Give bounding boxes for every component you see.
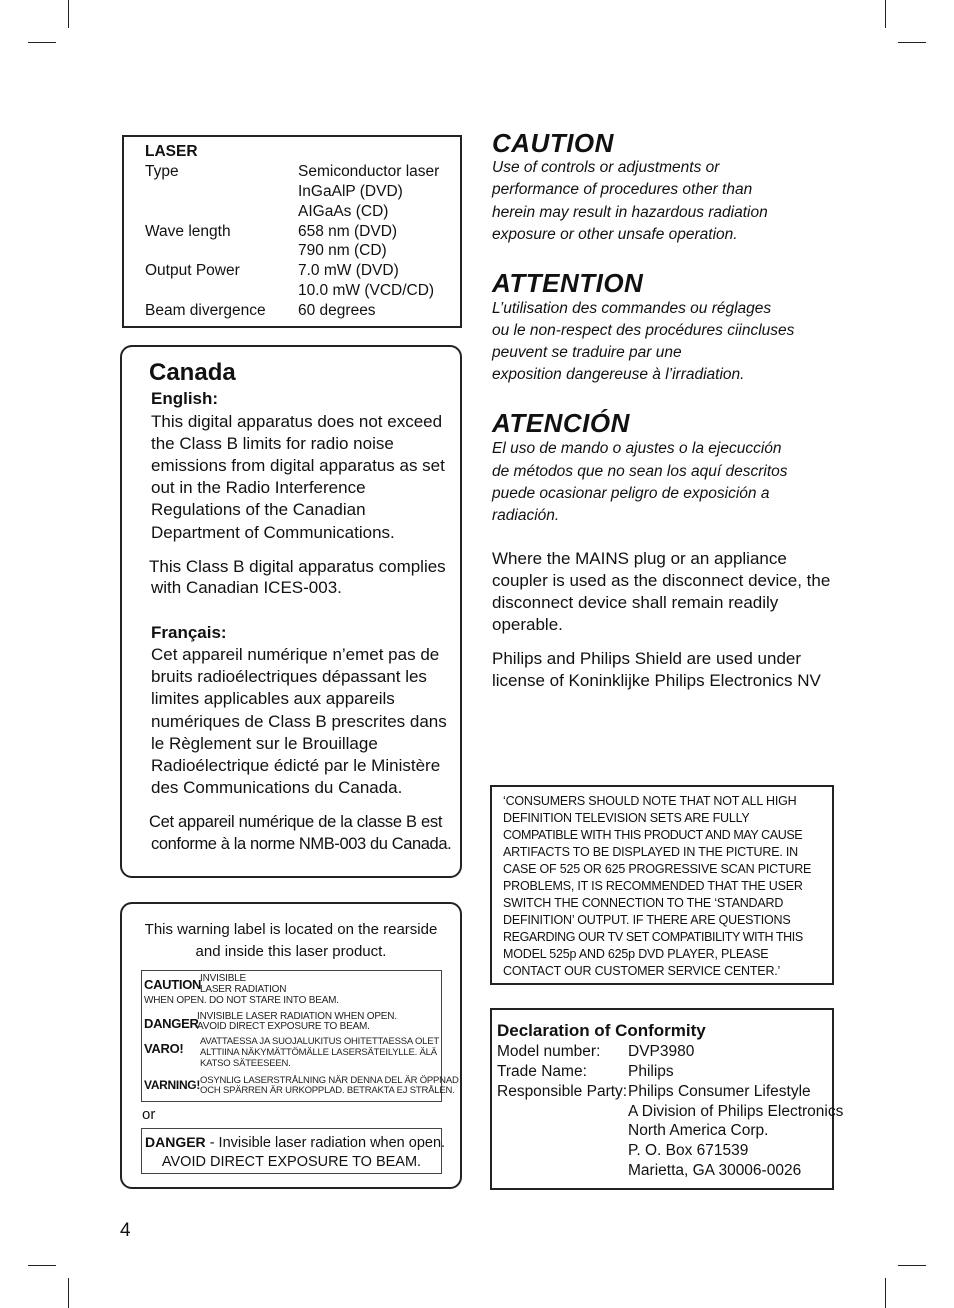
french-line: bruits radioélectriques dépassant les	[151, 667, 427, 686]
alt-warning-sticker	[141, 1128, 446, 1174]
french-line: Radioélectrique édicté par le Ministère	[151, 756, 441, 775]
french-line: des Communications du Canada.	[151, 778, 403, 797]
warning-intro-line: and inside this laser product.	[195, 943, 387, 960]
alt-danger-tag: DANGER	[145, 1134, 206, 1150]
license-line: license of Koninklijke Philips Electronics NV	[492, 671, 821, 690]
consumers-line: DEFINITION’ OUTPUT. IF THERE ARE QUESTIONS	[503, 913, 791, 927]
caution-line: herein may result in hazardous radiation	[492, 204, 768, 221]
varning-text: OSYNLIG LASERSTRÅLNING NÄR DENNA DEL ÄR ÖPPNAD	[200, 1075, 459, 1086]
declaration-value: DVP3980	[628, 1043, 695, 1060]
french-line: limites applicables aux appareils	[151, 689, 395, 708]
declaration-value: North America Corp.	[628, 1122, 769, 1139]
or-text: or	[142, 1106, 156, 1123]
declaration-label: Model number:	[497, 1043, 601, 1060]
crop-mark	[68, 0, 69, 28]
consumers-line: PROBLEMS, IT IS RECOMMENDED THAT THE USER	[503, 879, 803, 893]
laser-row-value: AIGaAs (CD)	[298, 203, 389, 220]
english-line: emissions from digital apparatus as set	[151, 456, 445, 475]
consumers-line: CONTACT OUR CUSTOMER SERVICE CENTER.’	[503, 964, 781, 978]
english-line: Regulations of the Canadian	[151, 500, 366, 519]
varo-text: AVATTAESSA JA SUOJALUKITUS OHITETTAESSA OLET	[200, 1036, 439, 1047]
varo-tag: VARO!	[144, 1041, 184, 1056]
mains-line: disconnect device shall remain readily	[492, 593, 779, 612]
laser-row-label: Type	[145, 163, 179, 180]
attention-line: peuvent se traduire par une	[492, 344, 682, 361]
nmb-line: conforme à la norme NMB-003 du Canada.	[151, 835, 452, 853]
alt-danger-text: - Invisible laser radiation when open.	[205, 1135, 446, 1151]
english-heading: English:	[151, 389, 219, 408]
mains-line: Where the MAINS plug or an appliance	[492, 549, 787, 568]
crop-mark	[898, 42, 926, 43]
danger-text: INVISIBLE LASER RADIATION WHEN OPEN.	[197, 1011, 397, 1022]
attention-heading: ATTENTION	[492, 268, 644, 298]
consumers-notice-box	[490, 785, 834, 985]
laser-row-value: 60 degrees	[298, 302, 376, 319]
canada-title: Canada	[149, 359, 236, 386]
declaration-title: Declaration of Conformity	[497, 1021, 706, 1040]
laser-row-value: 7.0 mW (DVD)	[298, 262, 399, 279]
consumers-line: ARTIFACTS TO BE DISPLAYED IN THE PICTURE. IN	[503, 845, 798, 859]
caution-text: INVISIBLE	[200, 973, 246, 984]
french-line: le Règlement sur le Brouillage	[151, 734, 378, 753]
french-line: numériques de Class B prescrites dans	[151, 712, 447, 731]
varning-text: OCH SPÄRREN ÄR URKOPPLAD. BETRAKTA EJ STRÅLEN.	[200, 1085, 455, 1096]
crop-mark	[28, 1265, 56, 1266]
danger-tag: DANGER	[144, 1016, 199, 1031]
attention-line: ou le non-respect des procédures ciincluses	[492, 322, 795, 339]
varo-text: KATSO SÄTEESEEN.	[200, 1058, 291, 1069]
alt-warning-line-1	[145, 1133, 445, 1152]
laser-row-label: Output Power	[145, 262, 240, 279]
declaration-label: Responsible Party:	[497, 1083, 628, 1100]
caution-text: WHEN OPEN. DO NOT STARE INTO BEAM.	[144, 995, 339, 1006]
laser-title: LASER	[145, 143, 198, 160]
varo-text: ALTTIINA NÄKYMÄTTÖMÄLLE LASERSÄTEILYLLE. ÄLÄ	[200, 1047, 437, 1058]
crop-mark	[28, 42, 56, 43]
crop-mark	[885, 1278, 886, 1308]
consumers-line: COMPATIBLE WITH THIS PRODUCT AND MAY CAUSE	[503, 828, 803, 842]
attention-line: exposition dangereuse à l’irradiation.	[492, 366, 745, 383]
declaration-value: Marietta, GA 30006-0026	[628, 1162, 802, 1179]
page-number: 4	[120, 1220, 131, 1241]
laser-row-value: 658 nm (DVD)	[298, 223, 398, 240]
mains-line: coupler is used as the disconnect device, the	[492, 571, 831, 590]
consumers-line: MODEL 525p AND 625p DVD PLAYER, PLEASE	[503, 947, 769, 961]
nmb-line: Cet appareil numérique de la classe B est	[149, 813, 443, 831]
warning-intro-line: This warning label is located on the rearside	[144, 921, 438, 938]
consumers-line: REGARDING OUR TV SET COMPATIBILITY WITH THIS	[503, 930, 803, 944]
caution-heading: CAUTION	[492, 128, 614, 158]
consumers-line: CASE OF 525 OR 625 PROGRESSIVE SCAN PICTURE	[503, 862, 812, 876]
atencion-line: de métodos que no sean los aquí descritos	[492, 463, 788, 480]
atencion-heading: ATENCIÓN	[492, 408, 630, 438]
caution-line: performance of procedures other than	[492, 181, 753, 198]
declaration-value: P. O. Box 671539	[628, 1142, 749, 1159]
ices-line: This Class B digital apparatus complies	[149, 557, 446, 576]
ices-line: with Canadian ICES-003.	[151, 578, 342, 597]
varning-tag: VARNING!	[144, 1078, 201, 1092]
crop-mark	[68, 1278, 69, 1308]
warning-label-box	[120, 902, 462, 1189]
atencion-line: El uso de mando o ajustes o la ejecucción	[492, 440, 782, 457]
crop-mark	[885, 0, 886, 28]
laser-row-value: 10.0 mW (VCD/CD)	[298, 282, 435, 299]
laser-warning-sticker	[141, 970, 459, 1102]
french-line: Cet appareil numérique n’emet pas de	[151, 645, 440, 664]
declaration-value: A Division of Philips Electronics	[628, 1103, 844, 1120]
laser-row-value: InGaAlP (DVD)	[298, 183, 403, 200]
declaration-value: Philips Consumer Lifestyle	[628, 1083, 811, 1100]
canada-box	[120, 345, 462, 878]
caution-text: LASER RADIATION	[200, 984, 287, 995]
alt-warning-line-2: AVOID DIRECT EXPOSURE TO BEAM.	[161, 1154, 422, 1170]
caution-tag: CAUTION	[144, 977, 202, 992]
caution-line: exposure or other unsafe operation.	[492, 226, 738, 243]
consumers-line: ‘CONSUMERS SHOULD NOTE THAT NOT ALL HIGH	[503, 794, 797, 808]
english-line: This digital apparatus does not exceed	[151, 412, 443, 431]
laser-row-label: Beam divergence	[145, 302, 266, 319]
laser-row-label: Wave length	[145, 223, 231, 240]
laser-spec-box	[122, 135, 462, 328]
crop-mark	[898, 1265, 926, 1266]
english-line: out in the Radio Interference	[151, 478, 366, 497]
danger-text: AVOID DIRECT EXPOSURE TO BEAM.	[197, 1021, 370, 1032]
mains-line: operable.	[492, 615, 563, 634]
declaration-box	[490, 1008, 844, 1190]
atencion-line: puede ocasionar peligro de exposición a	[492, 485, 770, 502]
caution-line: Use of controls or adjustments or	[492, 159, 720, 176]
english-line: the Class B limits for radio noise	[151, 434, 394, 453]
declaration-value: Philips	[628, 1063, 674, 1080]
atencion-line: radiación.	[492, 507, 560, 524]
consumers-line: DEFINITION TELEVISION SETS ARE FULLY	[503, 811, 750, 825]
declaration-label: Trade Name:	[497, 1063, 587, 1080]
license-line: Philips and Philips Shield are used under	[492, 649, 802, 668]
english-line: Department of Communications.	[151, 523, 395, 542]
attention-line: L’utilisation des commandes ou réglages	[492, 300, 772, 317]
laser-row-value: 790 nm (CD)	[298, 242, 387, 259]
laser-row-value: Semiconductor laser	[298, 163, 440, 180]
consumers-line: SWITCH THE CONNECTION TO THE ‘STANDARD	[503, 896, 784, 910]
french-heading: Français:	[151, 623, 227, 642]
